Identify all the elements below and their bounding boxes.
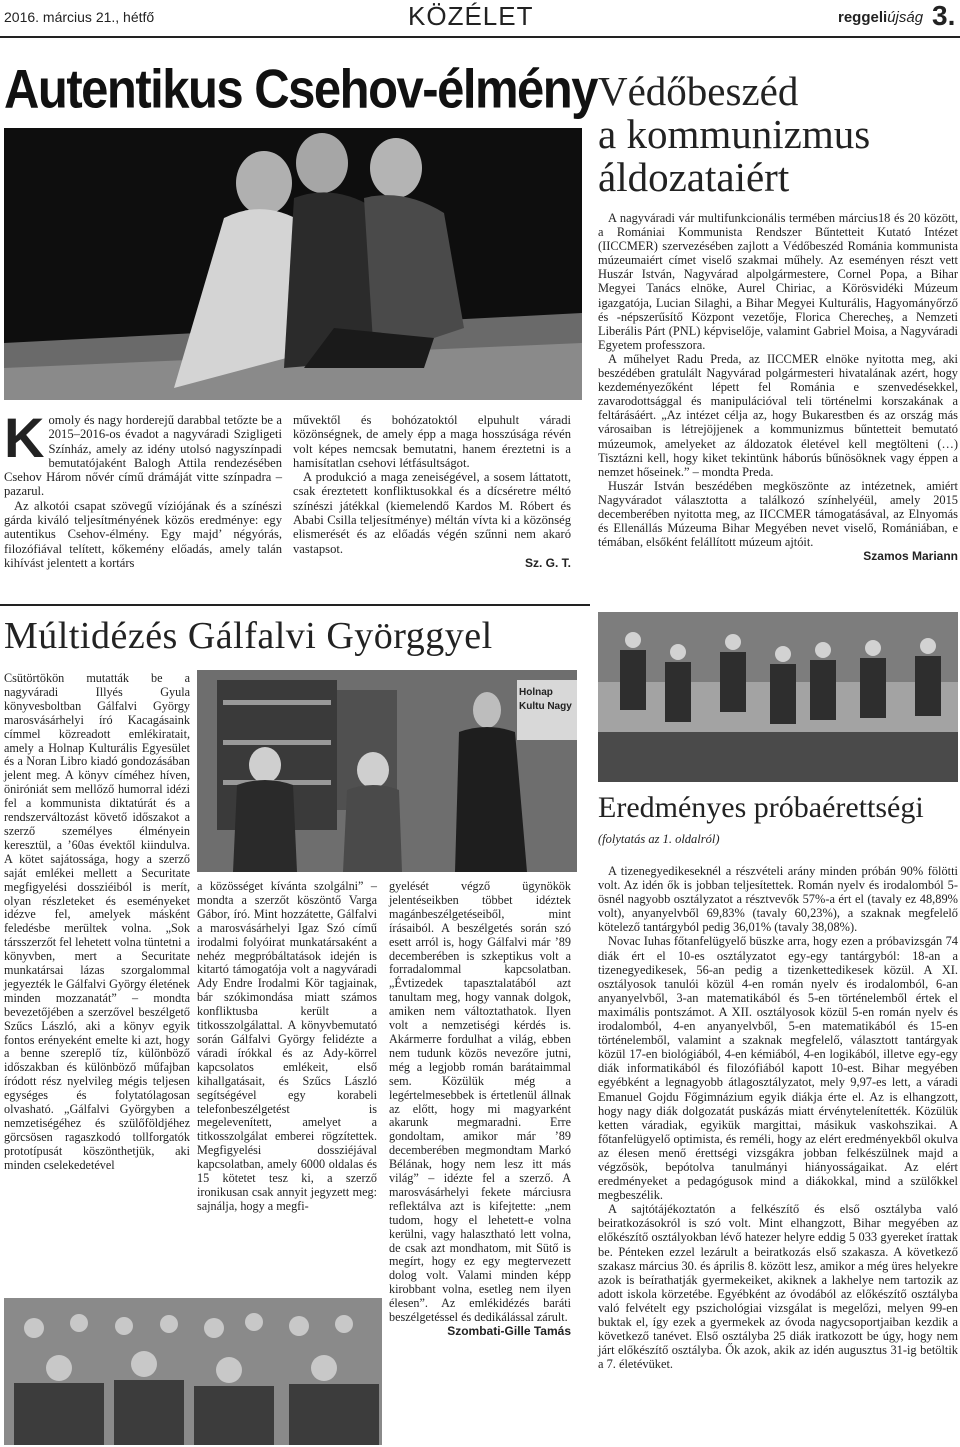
- bookstore-sign: Holnap Kultu Nagy: [519, 687, 572, 712]
- issue-date: 2016. március 21., hétfő: [4, 9, 155, 25]
- article3-col1: [4, 672, 190, 1173]
- article1-col2-p2: A produkció a maga zeneiségével, a sosem láttatott, csak éreztetett konfliktusokkal és a dícséretre méltó színészi játékkal (kiemelendő Kardos M. Róbert és Ababi Csilla teljesítménye) méltán vívta ki a közönség elismerését és az előadás végén szűnni nem akaró vastapsot.: [293, 470, 571, 556]
- article2-title: [598, 70, 958, 199]
- article1-lead-paragraph: [4, 406, 282, 499]
- article3-col3-text: gyelését végző ügynökök jelentéseikben többet idéztek magánbeszélgetéseiből, mint írásaiból. A beszélgetés során szó esett arról is, hogy Gálfalvi már ’89 decemberében is szkeptikus volt a forradalommal kapcsolatban. „Évtizedek tapasztalatából azt tanultam meg, hogy vannak dolgok, amiken nem változtathatok. Ilyen volt a nemzetiségi kérdés is. Akármerre fordulhat a világ, ebben nem tudunk közös nevezőre jutni, még a legjobb román barátaimmal sem. Közülük még a legértelmesebbek is értetlenül állnak az előtt, hogy mi magyarként akarunk megmaradni. Erre gondoltam, amikor már ’89 decemberében megmondtam Markó Bélának, hogy nem lesz itt más világ” – idézte fel a szerző. A marosvásárhelyi fekete márciusra reflektálva azt is kifejtette: „nem tudom, hogy el lehetett-e volna kerülni, vagy halasztható lett volna, de csak azt mondhatom, mit Sütő is megírt, hogy ez egy megtervezett dolog volt. Valami minden képp kirobbant volna, esetleg nem ilyen élesen”. Az emlékidézés baráti beszélgetéssel és dedikálással zárult.: [389, 879, 571, 1325]
- workshop-scene-image: [598, 612, 958, 782]
- article4-p2: Novac Iuhas főtanfelügyelő büszke arra, hogy ezen a próbavizsgán 74 diák ért el 10-es osztályzatot egy-egy tantárgyból: 18-an a tizenegyedikesek, 56-an pedig a tizenkettedikesek közül. A XI. osztályosok tanulói közül 4-en román nyelv és irodalomból, 6-an anyanyelvből, 3-an matematikából és 5-en történelemből értek el maximális pontszámot. A XII. osztályosok közül 5-en román nyelv és irodalomból, 4-en anyanyelvből, 5-en matematikából és 15-en történelemből, valamint a szaknak megfelelő, választott tantárgyak közül 17-en biológiából, 4-en kémiából, 4-en logikából, illetve egy-egy diák informatikából és filozófiából kapott 10-est. Bihar megyében egyébként a legnagyobb átlagosztályzatot, mely 9,97-es lett, a váradi Emanuel Gojdu Főgimnázium egyik diákja érte el. Az is elhangzott, hogy nagy diák dolgozatát puskázás miatt érvénytelenítették. Közülük ketten váradiak, egyikük margittai, másikuk vaskohszikai. A főtanfelügyelő optimista, és reméli, hogy az elért eredményekből okulva az élesen menő érettségi vizsgákra jobban felkészülnek majd a végzősök, bepótolva tanulmányi hiányosságaikat. Az elért eredményeket a pedagógusok mind a diákokkal, mind a szülőkkel megbeszélik.: [598, 934, 958, 1203]
- article2-p3: Huszár István beszédében megköszönte az intézetnek, amiért Nagyváradot választotta a találkozó színhelyéül, amely 2015 decemberében nyitotta meg, az IICCMER támogatásával, az Elnyomás és Ellenállás Múzeuma Bihar Megyében nevet viselő, Romániában, e témában, elsőként felállított múzeum ajtóit.: [598, 478, 958, 550]
- theater-scene-image: [4, 128, 582, 400]
- page-number: 3.: [932, 0, 956, 31]
- article2-title-line2: a kommunizmus: [598, 111, 871, 157]
- article1-col2-p1: művektől és bohózatoktól elpuhult váradi közönségnek, de amely épp a maga hosszúsága révén volt képes nemcsak bemutatni, hanem éreztetni is a hamisítatlan csehovi létfásultságot.: [293, 413, 571, 470]
- article2-title-line3: áldozataiért: [598, 154, 790, 200]
- article3-col3: [389, 880, 571, 1339]
- brand-name-a: reggeli: [838, 9, 888, 26]
- article2-body: [598, 211, 958, 563]
- article2-title-line1: Védőbeszéd: [598, 68, 799, 114]
- audience-scene-image: [4, 1298, 382, 1445]
- brand-name-b: újság: [887, 9, 924, 26]
- article3-col1-text: Csütörtökön mutatták be a nagyváradi Illyés Gyula könyvesboltban Gálfalvi György marosvásárhelyi író Kacagásaink címmel közreadott emlékiratait, amely a Holnap Kulturális Egyesület és a Noran Libro kiadó gondozásában jelent meg. A könyv címéhez híven, öniróniát sem mellőző humorral idézi fel a kommunista diktatúrát és a rendszerváltozást követő időszakot a szerző személyes élményein keresztül, a ’60as évektől kiindulva. A kötet sajátossága, hogy a szerző saját emlékei mellett a Securitate megfigyelési dossziéiból is merít, olyan részleteket és eseményeket idézve fel, amelyek másként feledésbe merültek volna. „Sok társszerzőt fel lehetett volna tüntetni a könyvben, mert a Securitate munkatársai lázas szorgalommal jegyezték le Gálfalvi György életének minden mozzanatát” – mondta bevezetőjében a szerzővel beszélgető Szűcs László, aki a könyv egyik fontos erényeként emelte ki azt, hogy a benne szereplő tíz, különböző időszakban és különböző műfajban íródott rész nyelvileg mégis teljesen egységes és folytatólagosan olvasható. „Gálfalvi Györgyben a nemzetiségéhez és szülőföldjéhez görcsösen ragaszkodó tollforgatók prototípusát köszönthetjük, aki minden cselekedetével: [4, 671, 190, 1172]
- workshop-photo: [598, 612, 958, 782]
- article2-signature: Szamos Mariann: [863, 549, 958, 564]
- book-launch-photo: [197, 670, 577, 872]
- article3-title: Múltidézés Gálfalvi Györggyel: [4, 615, 493, 657]
- audience-photo: [4, 1298, 382, 1445]
- article3-col2-text: a közösséget kívánta szolgálni” – mondta a szerzőt köszöntő Varga Gábor, író. Mint hozzátette, Gálfalvi a marosvásárhelyi Igaz Szó című irodalmi folyóirat munkatársaként a nehéz megpróbáltatások idején is kitartó támogatója volt a nagyváradi Ady Endre Irodalmi Kör tagjainak, bár szókimondása miatt számos konfliktusba került a titkosszolgálattal. A könyvbemutató során Gálfalvi György felidézte a váradi írókkal és az Ady-körrel kapcsolatos emlékeit, első kihallgatásait, és Szűcs László segítségével egy korabeli telefonbeszélgetést is megelevenített, amelyet a titkosszolgálat emberei rögzítettek. Megfigyelési dossziéjával kapcsolatban, amely 6000 oldalas és 15 kötetet tesz ki, a szerző ironikusan csak annyit jegyzett meg: sajnálja, hogy a megfi-: [197, 879, 377, 1213]
- brand-logo: [838, 9, 923, 26]
- article1-dropcap: K: [4, 406, 45, 469]
- header-rule: [0, 36, 960, 38]
- article1-title: Autentikus Csehov-élmény: [4, 59, 597, 120]
- article4-p3: A sajtótájékoztatón a felkészítő és első osztályba való beiratkozásokról is szó volt. Mint elhangzott, Bihar megyében az előkészítő osztályokban lévő hatezer helyre eddig 5 033 gyereket írattak be. Pénteken ezzel lezárult a beiratkozás első szakasza. A következő szakasz március 30. és április 8. között lesz, amikor a még üres helyekre azok is beírathatják gyermekeiket, akiknek a lakhelye nem tartozik az adott iskola körzetébe. Egyébként az óvodából az előkészítő osztályba való felvételt egy pszichológiai vizsgálat is megelőzi, melyen 99-en buktak el, így ezek a gyermekek az óvoda nagycsoportjaiban kezdik a következő tanévet. Első osztályba 25 diák iratkozott be úgy, hogy nem járt előkészítő osztályba. Ők azok, akik az idén augusztus 31-ig betöltik a 7. életévüket.: [598, 1202, 958, 1372]
- section-divider-1: [0, 604, 590, 606]
- article1-col1-p2: Az alkotói csapat szövegű víziójának és a színészi gárda kiváló teljesítményének közös eredménye: egy autentikus Csehov-élmény. Egy majd’ négyórás, filozófiával telített, kőkemény előadás, amely talán kihívást jelentett a kortárs: [4, 498, 282, 570]
- article4-subtitle: (folytatás az 1. oldalról): [598, 832, 720, 846]
- article3-signature: Szombati-Gille Tamás: [447, 1324, 571, 1338]
- article4-body: [598, 864, 958, 1371]
- article2-p2: A műhelyet Radu Preda, az IICCMER elnöke nyitotta meg, aki beszédében gratulált Nagyvárad polgármesteri hivatalának azért, hogy kezdeményezőként lépett fel Románia e szenvedésekkel, zavarodottsággal és manipulációval teli történelmi korszakának a feltárásáért. „Az intézet célja az, hogy Bukarestben és az ország más városaiban is létrejöjjenek a kommunizmus bűntetteit bemutató múzeumok, amelyeket az áldozatok életével kell megtölteni (…) Tisztázni kell, hogy kiket tekintünk háborús bűnösöknek vagy éppen a nemzet hőseinek.” – mondta Preda.: [598, 351, 958, 479]
- section-name: KÖZÉLET: [408, 1, 534, 31]
- article3-col2: [197, 880, 377, 1214]
- article1-col1-p1: omoly és nagy horderejű darabbal tetőzte be a 2015–2016-os évadot a nagyváradi Szigligeti Színház, amely az idény utolsó nagyszínpadi bemutatójaként Balogh Attila rendezésében Csehov Három nővér című drámáját vitte színpadra – pazarul.: [4, 413, 282, 499]
- article4-p1: A tizenegyedikeseknél a részvételi arány minden próbán 90% fölötti volt. Az idén ők is jobban teljesítettek. Román nyelv és irodalomból 5-ösnél nagyobb osztályzatot a résztvevők 57%-a ért el (tavaly ez 48,89% volt), anyanyelvből 69,83% (tavaly 60,23%), a szaknak megfelelő kötelező tantárgyból pedig 36,01% (tavaly 38,08%).: [598, 864, 958, 935]
- article1-col2: [293, 413, 571, 570]
- article1-col1: [4, 406, 282, 570]
- page-header: [0, 0, 960, 34]
- article4-title: Eredményes próbaérettségi: [598, 791, 924, 824]
- article2-p1: A nagyváradi vár multifunkcionális termében március18 és 20 között, a Romániai Kommunista Rendszer Bűntetteit Kutató Intézet (IICCMER) szervezésében zajlott a Védőbeszéd Románia kommunista múzeumaiért címet viselő szakmai műhely. Az eseményen részt vett Huszár István, Nagyvárad alpolgármestere, Cornel Popa, a Bihar Megyei Tanács elnöke, Aurel Chiriac, a Körösvidéki Múzeum igazgatója, Lucian Silaghi, a Bihar Megyei Kulturális, Hagyományőrző és -népszerűsítő Központ vezetője, Florica Cherecheș, a Nemzeti Liberális Párt (PNL) képviselője, valamint Gabriel Moisa, a Nagyváradi Egyetem professzora.: [598, 211, 958, 352]
- theater-photo: [4, 128, 582, 400]
- article1-signature: Sz. G. T.: [524, 555, 571, 570]
